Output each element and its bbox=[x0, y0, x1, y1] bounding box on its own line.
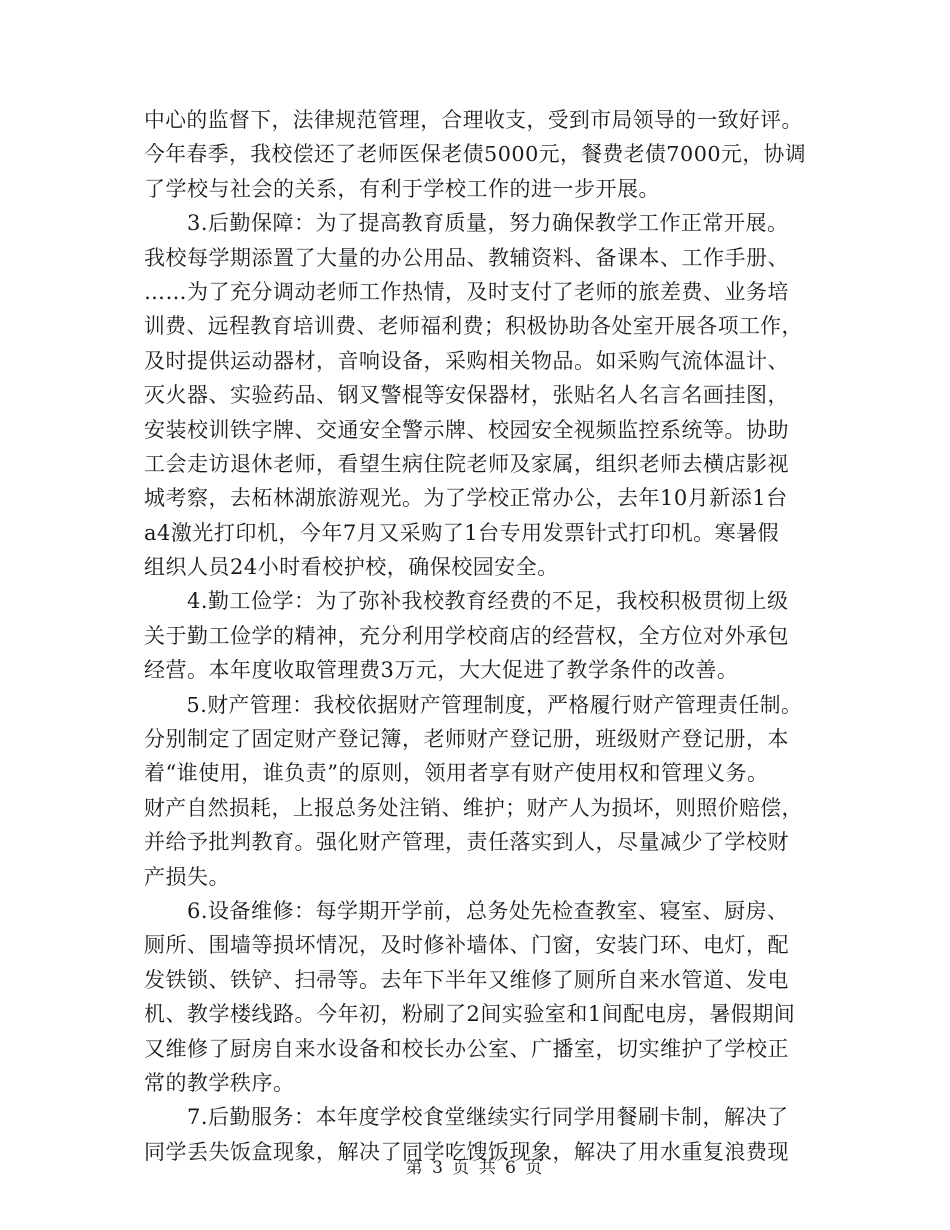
text-line: 又维修了厨房自来水设备和校长办公室、广播室，切实维护了学校正 bbox=[144, 1036, 789, 1061]
text-line: 机、教学楼线路。今年初，粉刷了2间实验室和1间配电房，暑假期间 bbox=[144, 1002, 796, 1027]
text-line: 6.设备维修：每学期开学前，总务处先检查教室、寝室、厨房、 bbox=[144, 898, 789, 923]
text-line: 财产自然损耗，上报总务处注销、维护；财产人为损坏，则照价赔偿， bbox=[144, 795, 803, 820]
text-line: 4.勤工俭学：为了弥补我校教育经费的不足，我校积极贯彻上级 bbox=[144, 589, 789, 614]
body-text bbox=[144, 103, 808, 1169]
text-line: 组织人员24小时看校护校，确保校园安全。 bbox=[144, 555, 559, 580]
text-line: 常的教学秩序。 bbox=[144, 1070, 295, 1095]
page-footer: 第 3 页 共 6 页 bbox=[405, 1158, 545, 1178]
text-line: 及时提供运动器材，音响设备，采购相关物品。如采购气流体温计、 bbox=[144, 348, 789, 373]
text-line: 厕所、围墙等损坏情况，及时修补墙体、门窗，安装门环、电灯，配 bbox=[144, 933, 789, 958]
text-line: 今年春季，我校偿还了老师医保老债5000元，餐费老债7000元，协调 bbox=[144, 142, 807, 167]
text-line: ……为了充分调动老师工作热情，及时支付了老师的旅差费、业务培 bbox=[144, 279, 789, 304]
text-line: 灭火器、实验药品、钢叉警棍等安保器材，张贴名人名言名画挂图， bbox=[144, 383, 789, 408]
text-line: 同学丢失饭盒现象，解决了同学吃馊饭现象，解决了用水重复浪费现 bbox=[144, 1139, 789, 1164]
text-line: 我校每学期添置了大量的办公用品、教辅资料、备课本、工作手册、 bbox=[144, 245, 789, 270]
text-line: 经营。本年度收取管理费3万元，大大促进了教学条件的改善。 bbox=[144, 658, 739, 683]
text-line: a4激光打印机，今年7月又采购了1台专用发票针式打印机。寒暑假 bbox=[144, 520, 780, 545]
text-line: 5.财产管理：我校依据财产管理制度，严格履行财产管理责任制。 bbox=[144, 692, 803, 717]
text-line: 7.后勤服务：本年度学校食堂继续实行同学用餐刷卡制，解决了 bbox=[144, 1105, 789, 1130]
text-line: 关于勤工俭学的精神，充分利用学校商店的经营权，全方位对外承包 bbox=[144, 623, 789, 648]
text-line: 分别制定了固定财产登记簿，老师财产登记册，班级财产登记册，本 bbox=[144, 727, 789, 752]
text-line: 并给予批判教育。强化财产管理，责任落实到人，尽量减少了学校财 bbox=[144, 830, 789, 855]
text-line: 工会走访退休老师，看望生病住院老师及家属，组织老师去横店影视 bbox=[144, 451, 789, 476]
text-line: 发铁锁、铁铲、扫帚等。去年下半年又维修了厕所自来水管道、发电 bbox=[144, 967, 789, 992]
text-line: 中心的监督下，法律规范管理，合理收支，受到市局领导的一致好评。 bbox=[144, 108, 803, 132]
text-line: 训费、远程教育培训费、老师福利费；积极协助各处室开展各项工作， bbox=[144, 314, 803, 339]
text-line: 着“谁使用，谁负责”的原则，领用者享有财产使用权和管理义务。 bbox=[144, 761, 769, 786]
text-line: 产损失。 bbox=[144, 864, 230, 889]
text-line: 3.后勤保障：为了提高教育质量，努力确保教学工作正常开展。 bbox=[144, 211, 789, 236]
text-line: 了学校与社会的关系，有利于学校工作的进一步开展。 bbox=[144, 176, 660, 201]
text-line: 安装校训铁字牌、交通安全警示牌、校园安全视频监控系统等。协助 bbox=[144, 417, 789, 442]
text-line: 城考察，去柘林湖旅游观光。为了学校正常办公，去年10月新添1台 bbox=[144, 486, 788, 511]
